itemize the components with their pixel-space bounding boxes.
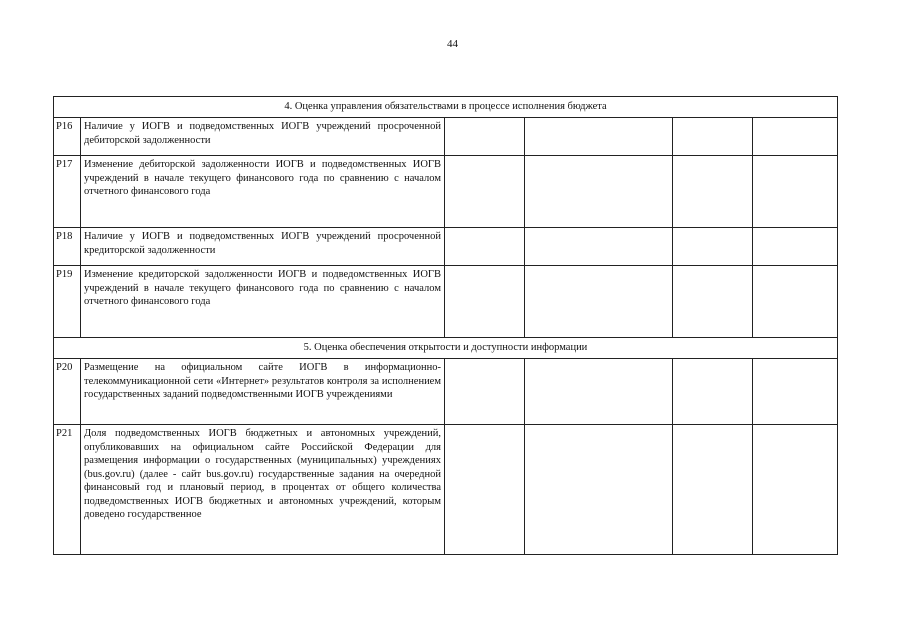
empty-cell (445, 156, 525, 228)
empty-cell (673, 425, 753, 555)
empty-cell (525, 228, 673, 266)
row-description: Наличие у ИОГВ и подведомственных ИОГВ учреждений просроченной дебиторской задолженности (81, 118, 445, 156)
row-code: Р16 (54, 118, 81, 156)
empty-cell (525, 425, 673, 555)
table-row (54, 228, 838, 266)
empty-cell (673, 156, 753, 228)
row-code: Р21 (54, 425, 81, 555)
empty-cell (753, 156, 838, 228)
empty-cell (673, 118, 753, 156)
empty-cell (673, 266, 753, 338)
row-code: Р18 (54, 228, 81, 266)
empty-cell (445, 425, 525, 555)
table-row (54, 156, 838, 228)
section-title: 5. Оценка обеспечения открытости и доступности информации (54, 338, 838, 359)
empty-cell (753, 228, 838, 266)
empty-cell (525, 266, 673, 338)
table-row (54, 425, 838, 555)
empty-cell (525, 359, 673, 425)
empty-cell (673, 228, 753, 266)
table-row (54, 118, 838, 156)
evaluation-table (53, 96, 838, 555)
empty-cell (445, 359, 525, 425)
row-code: Р17 (54, 156, 81, 228)
row-description: Изменение дебиторской задолженности ИОГВ и подведомственных ИОГВ учреждений в начале текущего финансового года по сравнению с началом отчетного финансового года (81, 156, 445, 228)
section-header-row (54, 338, 838, 359)
section-header-row (54, 97, 838, 118)
empty-cell (445, 266, 525, 338)
empty-cell (525, 156, 673, 228)
page-number: 44 (447, 38, 458, 50)
section-title: 4. Оценка управления обязательствами в процессе исполнения бюджета (54, 97, 838, 118)
row-description: Наличие у ИОГВ и подведомственных ИОГВ учреждений просроченной кредиторской задолженности (81, 228, 445, 266)
row-description: Размещение на официальном сайте ИОГВ в информационно-телекоммуникационной сети «Интернет» результатов контроля за исполнением государственных заданий подведомственными ИОГВ учреждениями (81, 359, 445, 425)
row-code: Р20 (54, 359, 81, 425)
empty-cell (673, 359, 753, 425)
row-description: Доля подведомственных ИОГВ бюджетных и автономных учреждений, опубликовавших на официальном сайте Российской Федерации для размещения информации о государственных (муниципальных) учреждениях (bus.gov.ru) (далее - сайт bus.gov.ru) государственные задания на очередной финансовый год и плановый период, в процентах от общего количества подведомственных ИОГВ бюджетных и автономных учреждений, которым доведено государственное (81, 425, 445, 555)
empty-cell (753, 425, 838, 555)
empty-cell (445, 228, 525, 266)
empty-cell (753, 118, 838, 156)
empty-cell (753, 359, 838, 425)
row-code: Р19 (54, 266, 81, 338)
empty-cell (753, 266, 838, 338)
table-row (54, 359, 838, 425)
row-description: Изменение кредиторской задолженности ИОГВ и подведомственных ИОГВ учреждений в начале текущего финансового года по сравнению с началом отчетного финансового года (81, 266, 445, 338)
table-row (54, 266, 838, 338)
empty-cell (525, 118, 673, 156)
empty-cell (445, 118, 525, 156)
